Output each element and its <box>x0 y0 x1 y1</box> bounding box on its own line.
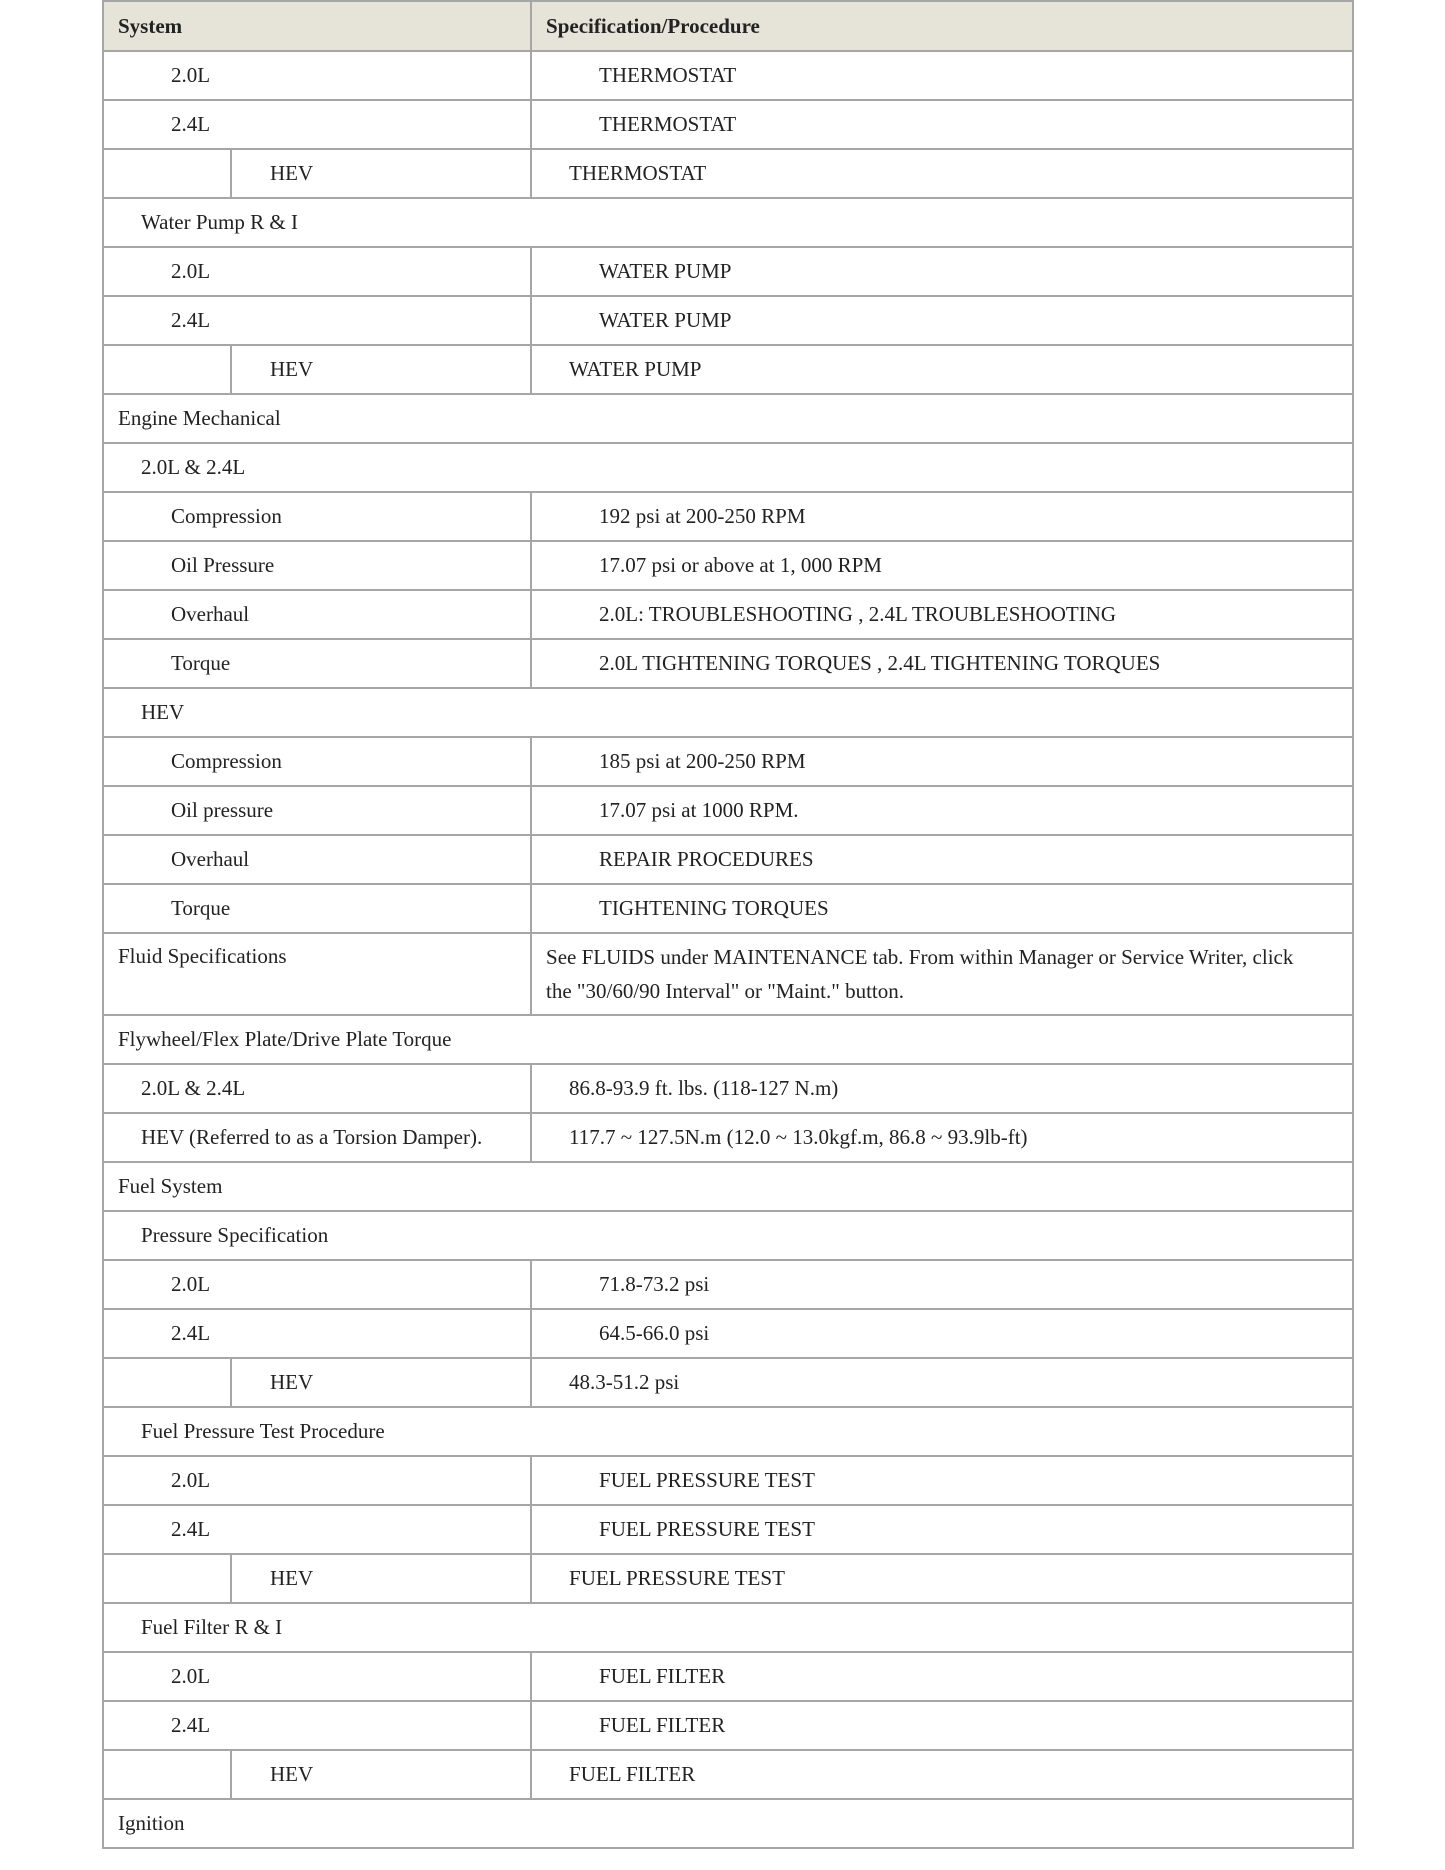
spec-value: WATER PUMP <box>531 247 1353 296</box>
system-label: HEV <box>231 345 531 394</box>
system-label: Compression <box>103 492 531 541</box>
system-label: Fluid Specifications <box>103 933 531 1015</box>
system-label: 2.0L <box>103 247 531 296</box>
table-body <box>103 51 1353 1848</box>
table-row <box>103 1750 1353 1799</box>
spec-value: 2.0L: TROUBLESHOOTING , 2.4L TROUBLESHOOTING <box>531 590 1353 639</box>
table-row <box>103 786 1353 835</box>
header-specification: Specification/Procedure <box>531 1 1353 51</box>
table-row <box>103 590 1353 639</box>
table-header-row <box>103 1 1353 51</box>
table-row <box>103 345 1353 394</box>
system-label: Overhaul <box>103 835 531 884</box>
system-label: 2.0L <box>103 51 531 100</box>
spec-value: TIGHTENING TORQUES <box>531 884 1353 933</box>
table-row <box>103 100 1353 149</box>
spec-value: 17.07 psi at 1000 RPM. <box>531 786 1353 835</box>
system-label: 2.4L <box>103 100 531 149</box>
table-row <box>103 541 1353 590</box>
system-label: HEV (Referred to as a Torsion Damper). <box>103 1113 531 1162</box>
table-row <box>103 149 1353 198</box>
spec-value: 64.5-66.0 psi <box>531 1309 1353 1358</box>
table-row <box>103 1505 1353 1554</box>
section-label: Fuel Filter R & I <box>103 1603 1353 1652</box>
spec-value: 2.0L TIGHTENING TORQUES , 2.4L TIGHTENING TORQUES <box>531 639 1353 688</box>
table-row <box>103 835 1353 884</box>
system-label: HEV <box>231 1358 531 1407</box>
spec-value: WATER PUMP <box>531 345 1353 394</box>
system-label: 2.4L <box>103 296 531 345</box>
spec-value: FUEL PRESSURE TEST <box>531 1554 1353 1603</box>
empty-cell <box>103 345 231 394</box>
system-label: 2.0L <box>103 1260 531 1309</box>
table-row <box>103 1309 1353 1358</box>
spec-value: FUEL PRESSURE TEST <box>531 1456 1353 1505</box>
system-label: HEV <box>231 1554 531 1603</box>
table-row <box>103 492 1353 541</box>
spec-value: 117.7 ~ 127.5N.m (12.0 ~ 13.0kgf.m, 86.8 ~ 93.9lb-ft) <box>531 1113 1353 1162</box>
table-row <box>103 1260 1353 1309</box>
empty-cell <box>103 1750 231 1799</box>
section-label: 2.0L & 2.4L <box>103 443 1353 492</box>
system-label: Oil pressure <box>103 786 531 835</box>
system-label: 2.0L <box>103 1652 531 1701</box>
spec-value: 86.8-93.9 ft. lbs. (118-127 N.m) <box>531 1064 1353 1113</box>
section-label: Flywheel/Flex Plate/Drive Plate Torque <box>103 1015 1353 1064</box>
table-row <box>103 737 1353 786</box>
spec-value: THERMOSTAT <box>531 100 1353 149</box>
section-label: Ignition <box>103 1799 1353 1848</box>
section-label: HEV <box>103 688 1353 737</box>
section-row <box>103 198 1353 247</box>
table-row <box>103 1554 1353 1603</box>
table-row <box>103 884 1353 933</box>
system-label: HEV <box>231 149 531 198</box>
system-label: 2.0L & 2.4L <box>103 1064 531 1113</box>
system-label: Torque <box>103 639 531 688</box>
empty-cell <box>103 149 231 198</box>
table-row <box>103 1652 1353 1701</box>
section-row <box>103 394 1353 443</box>
spec-value: FUEL PRESSURE TEST <box>531 1505 1353 1554</box>
section-row <box>103 443 1353 492</box>
section-label: Fuel Pressure Test Procedure <box>103 1407 1353 1456</box>
system-label: Oil Pressure <box>103 541 531 590</box>
table-row <box>103 1358 1353 1407</box>
system-label: 2.4L <box>103 1701 531 1750</box>
section-row <box>103 1407 1353 1456</box>
spec-value: WATER PUMP <box>531 296 1353 345</box>
section-label: Fuel System <box>103 1162 1353 1211</box>
table-row <box>103 1113 1353 1162</box>
spec-value: THERMOSTAT <box>531 51 1353 100</box>
spec-value: 17.07 psi or above at 1, 000 RPM <box>531 541 1353 590</box>
spec-value: 192 psi at 200-250 RPM <box>531 492 1353 541</box>
section-row <box>103 688 1353 737</box>
header-system: System <box>103 1 531 51</box>
table-row <box>103 1064 1353 1113</box>
section-label: Pressure Specification <box>103 1211 1353 1260</box>
table-row <box>103 1456 1353 1505</box>
section-row <box>103 1162 1353 1211</box>
section-row <box>103 1015 1353 1064</box>
empty-cell <box>103 1358 231 1407</box>
section-label: Engine Mechanical <box>103 394 1353 443</box>
section-row <box>103 1799 1353 1848</box>
table-row <box>103 1701 1353 1750</box>
empty-cell <box>103 1554 231 1603</box>
section-label: Water Pump R & I <box>103 198 1353 247</box>
system-label: Compression <box>103 737 531 786</box>
spec-value: FUEL FILTER <box>531 1701 1353 1750</box>
spec-value: 71.8-73.2 psi <box>531 1260 1353 1309</box>
system-label: Overhaul <box>103 590 531 639</box>
table-row <box>103 296 1353 345</box>
system-label: 2.0L <box>103 1456 531 1505</box>
spec-value: See FLUIDS under MAINTENANCE tab. From within Manager or Service Writer, click the "30/60/90 Interval" or "Maint." button. <box>531 933 1353 1015</box>
spec-value: 185 psi at 200-250 RPM <box>531 737 1353 786</box>
system-label: 2.4L <box>103 1309 531 1358</box>
table-row <box>103 933 1353 1015</box>
system-label: Torque <box>103 884 531 933</box>
system-label: HEV <box>231 1750 531 1799</box>
table-row <box>103 247 1353 296</box>
table-row <box>103 51 1353 100</box>
spec-value: FUEL FILTER <box>531 1652 1353 1701</box>
spec-value: REPAIR PROCEDURES <box>531 835 1353 884</box>
system-label: 2.4L <box>103 1505 531 1554</box>
table-row <box>103 639 1353 688</box>
specification-table <box>102 0 1354 1849</box>
section-row <box>103 1211 1353 1260</box>
spec-value: FUEL FILTER <box>531 1750 1353 1799</box>
spec-value: THERMOSTAT <box>531 149 1353 198</box>
spec-value: 48.3-51.2 psi <box>531 1358 1353 1407</box>
section-row <box>103 1603 1353 1652</box>
